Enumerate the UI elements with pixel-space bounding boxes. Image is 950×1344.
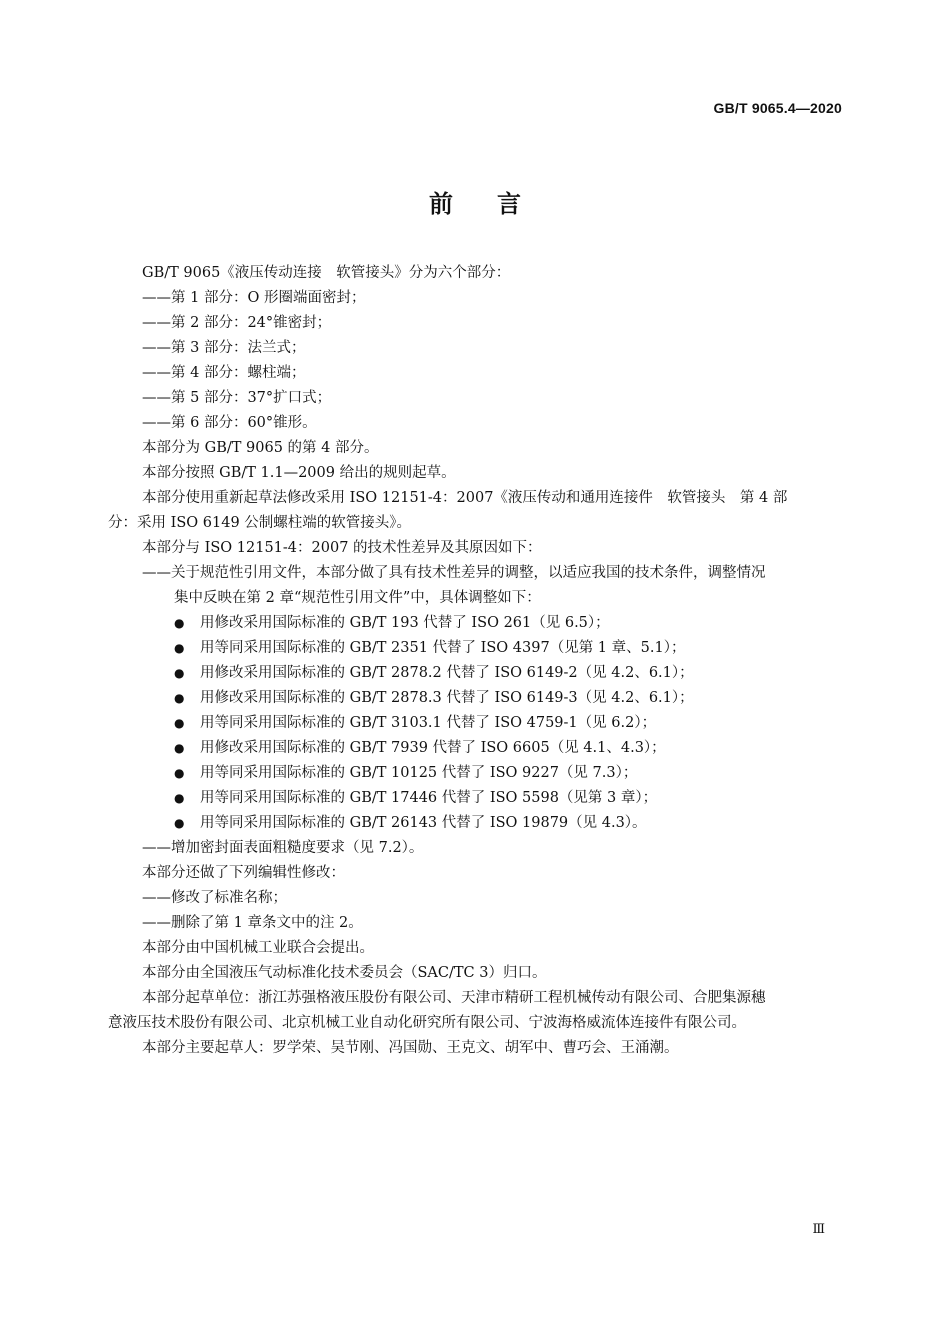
paragraph: 本部分按照 GB/T 1.1—2009 给出的规则起草。 (142, 465, 456, 481)
part-item: ——第 1 部分：O 形圈端面密封； (142, 290, 366, 306)
bullet-icon: ● (174, 691, 185, 705)
paragraph: 本部分使用重新起草法修改采用 ISO 12151-4：2007《液压传动和通用连接件 软管接头 第 4 部 (142, 490, 788, 506)
difference-item: ——关于规范性引用文件，本部分做了具有技术性差异的调整，以适应我国的技术条件，调整情况 (142, 565, 766, 581)
part-item: ——第 2 部分：24°锥密封； (142, 315, 332, 331)
bullet-item: ● 用等同采用国际标准的 GB/T 3103.1 代替了 ISO 4759-1（见 6.2）； (108, 711, 843, 736)
bullet-icon: ● (174, 791, 185, 805)
bullet-item: ● 用等同采用国际标准的 GB/T 26143 代替了 ISO 19879（见 4.3）。 (108, 811, 843, 836)
bullet-icon: ● (174, 616, 185, 630)
bullet-item: ● 用等同采用国际标准的 GB/T 17446 代替了 ISO 5598（见第 3 章）； (108, 786, 843, 811)
bullet-item: ● 用等同采用国际标准的 GB/T 10125 代替了 ISO 9227（见 7.3）； (108, 761, 843, 786)
edit-item: ——修改了标准名称； (142, 890, 287, 906)
bullet-icon: ● (174, 716, 185, 730)
bullet-icon: ● (174, 641, 185, 655)
bullet-icon: ● (174, 741, 185, 755)
paragraph: 本部分与 ISO 12151-4：2007 的技术性差异及其原因如下： (142, 540, 542, 556)
bullet-icon: ● (174, 766, 185, 780)
paragraph: 本部分为 GB/T 9065 的第 4 部分。 (142, 440, 379, 456)
bullet-item: ● 用修改采用国际标准的 GB/T 7939 代替了 ISO 6605（见 4.1、4.3）； (108, 736, 843, 761)
bullet-item: ● 用修改采用国际标准的 GB/T 2878.2 代替了 ISO 6149-2（见 4.2、6.1）； (108, 661, 843, 686)
bullet-item: ● 用修改采用国际标准的 GB/T 193 代替了 ISO 261（见 6.5）； (108, 611, 843, 636)
part-item: ——第 5 部分：37°扩口式； (142, 390, 332, 406)
page-title: 前言 (429, 190, 565, 218)
standard-code: GB/T 9065.4—2020 (713, 100, 842, 116)
bullet-item: ● 用修改采用国际标准的 GB/T 2878.3 代替了 ISO 6149-3（见 4.2、6.1）； (108, 686, 843, 711)
paragraph-continuation: 分：采用 ISO 6149 公制螺柱端的软管接头》。 (108, 515, 412, 531)
edit-item: ——删除了第 1 章条文中的注 2。 (142, 915, 363, 931)
paragraph: 本部分由中国机械工业联合会提出。 (142, 940, 374, 956)
difference-item: ——增加密封面表面粗糙度要求（见 7.2）。 (142, 840, 424, 856)
intro-paragraph: GB/T 9065《液压传动连接 软管接头》分为六个部分： (142, 265, 511, 281)
part-item: ——第 4 部分：螺柱端； (142, 365, 306, 381)
document-body (108, 261, 843, 1061)
paragraph-continuation: 意液压技术股份有限公司、北京机械工业自动化研究所有限公司、宁波海格威流体连接件有限公司。 (108, 1015, 746, 1031)
page-number: Ⅲ (812, 1222, 825, 1237)
bullet-icon: ● (174, 666, 185, 680)
paragraph: 本部分由全国液压气动标准化技术委员会（SAC/TC 3）归口。 (142, 965, 547, 981)
part-item: ——第 6 部分：60°锥形。 (142, 415, 317, 431)
difference-item-continuation: 集中反映在第 2 章“规范性引用文件”中，具体调整如下： (174, 590, 541, 606)
bullet-icon: ● (174, 816, 185, 830)
paragraph: 本部分起草单位：浙江苏强格液压股份有限公司、天津市精研工程机械传动有限公司、合肥集源穗 (142, 990, 766, 1006)
part-item: ——第 3 部分：法兰式； (142, 340, 306, 356)
bullet-item: ● 用等同采用国际标准的 GB/T 2351 代替了 ISO 4397（见第 1 章、5.1）； (108, 636, 843, 661)
paragraph: 本部分还做了下列编辑性修改： (142, 865, 345, 881)
paragraph: 本部分主要起草人：罗学荣、吴节刚、冯国勋、王克文、胡军中、曹巧会、王涌潮。 (142, 1040, 679, 1056)
